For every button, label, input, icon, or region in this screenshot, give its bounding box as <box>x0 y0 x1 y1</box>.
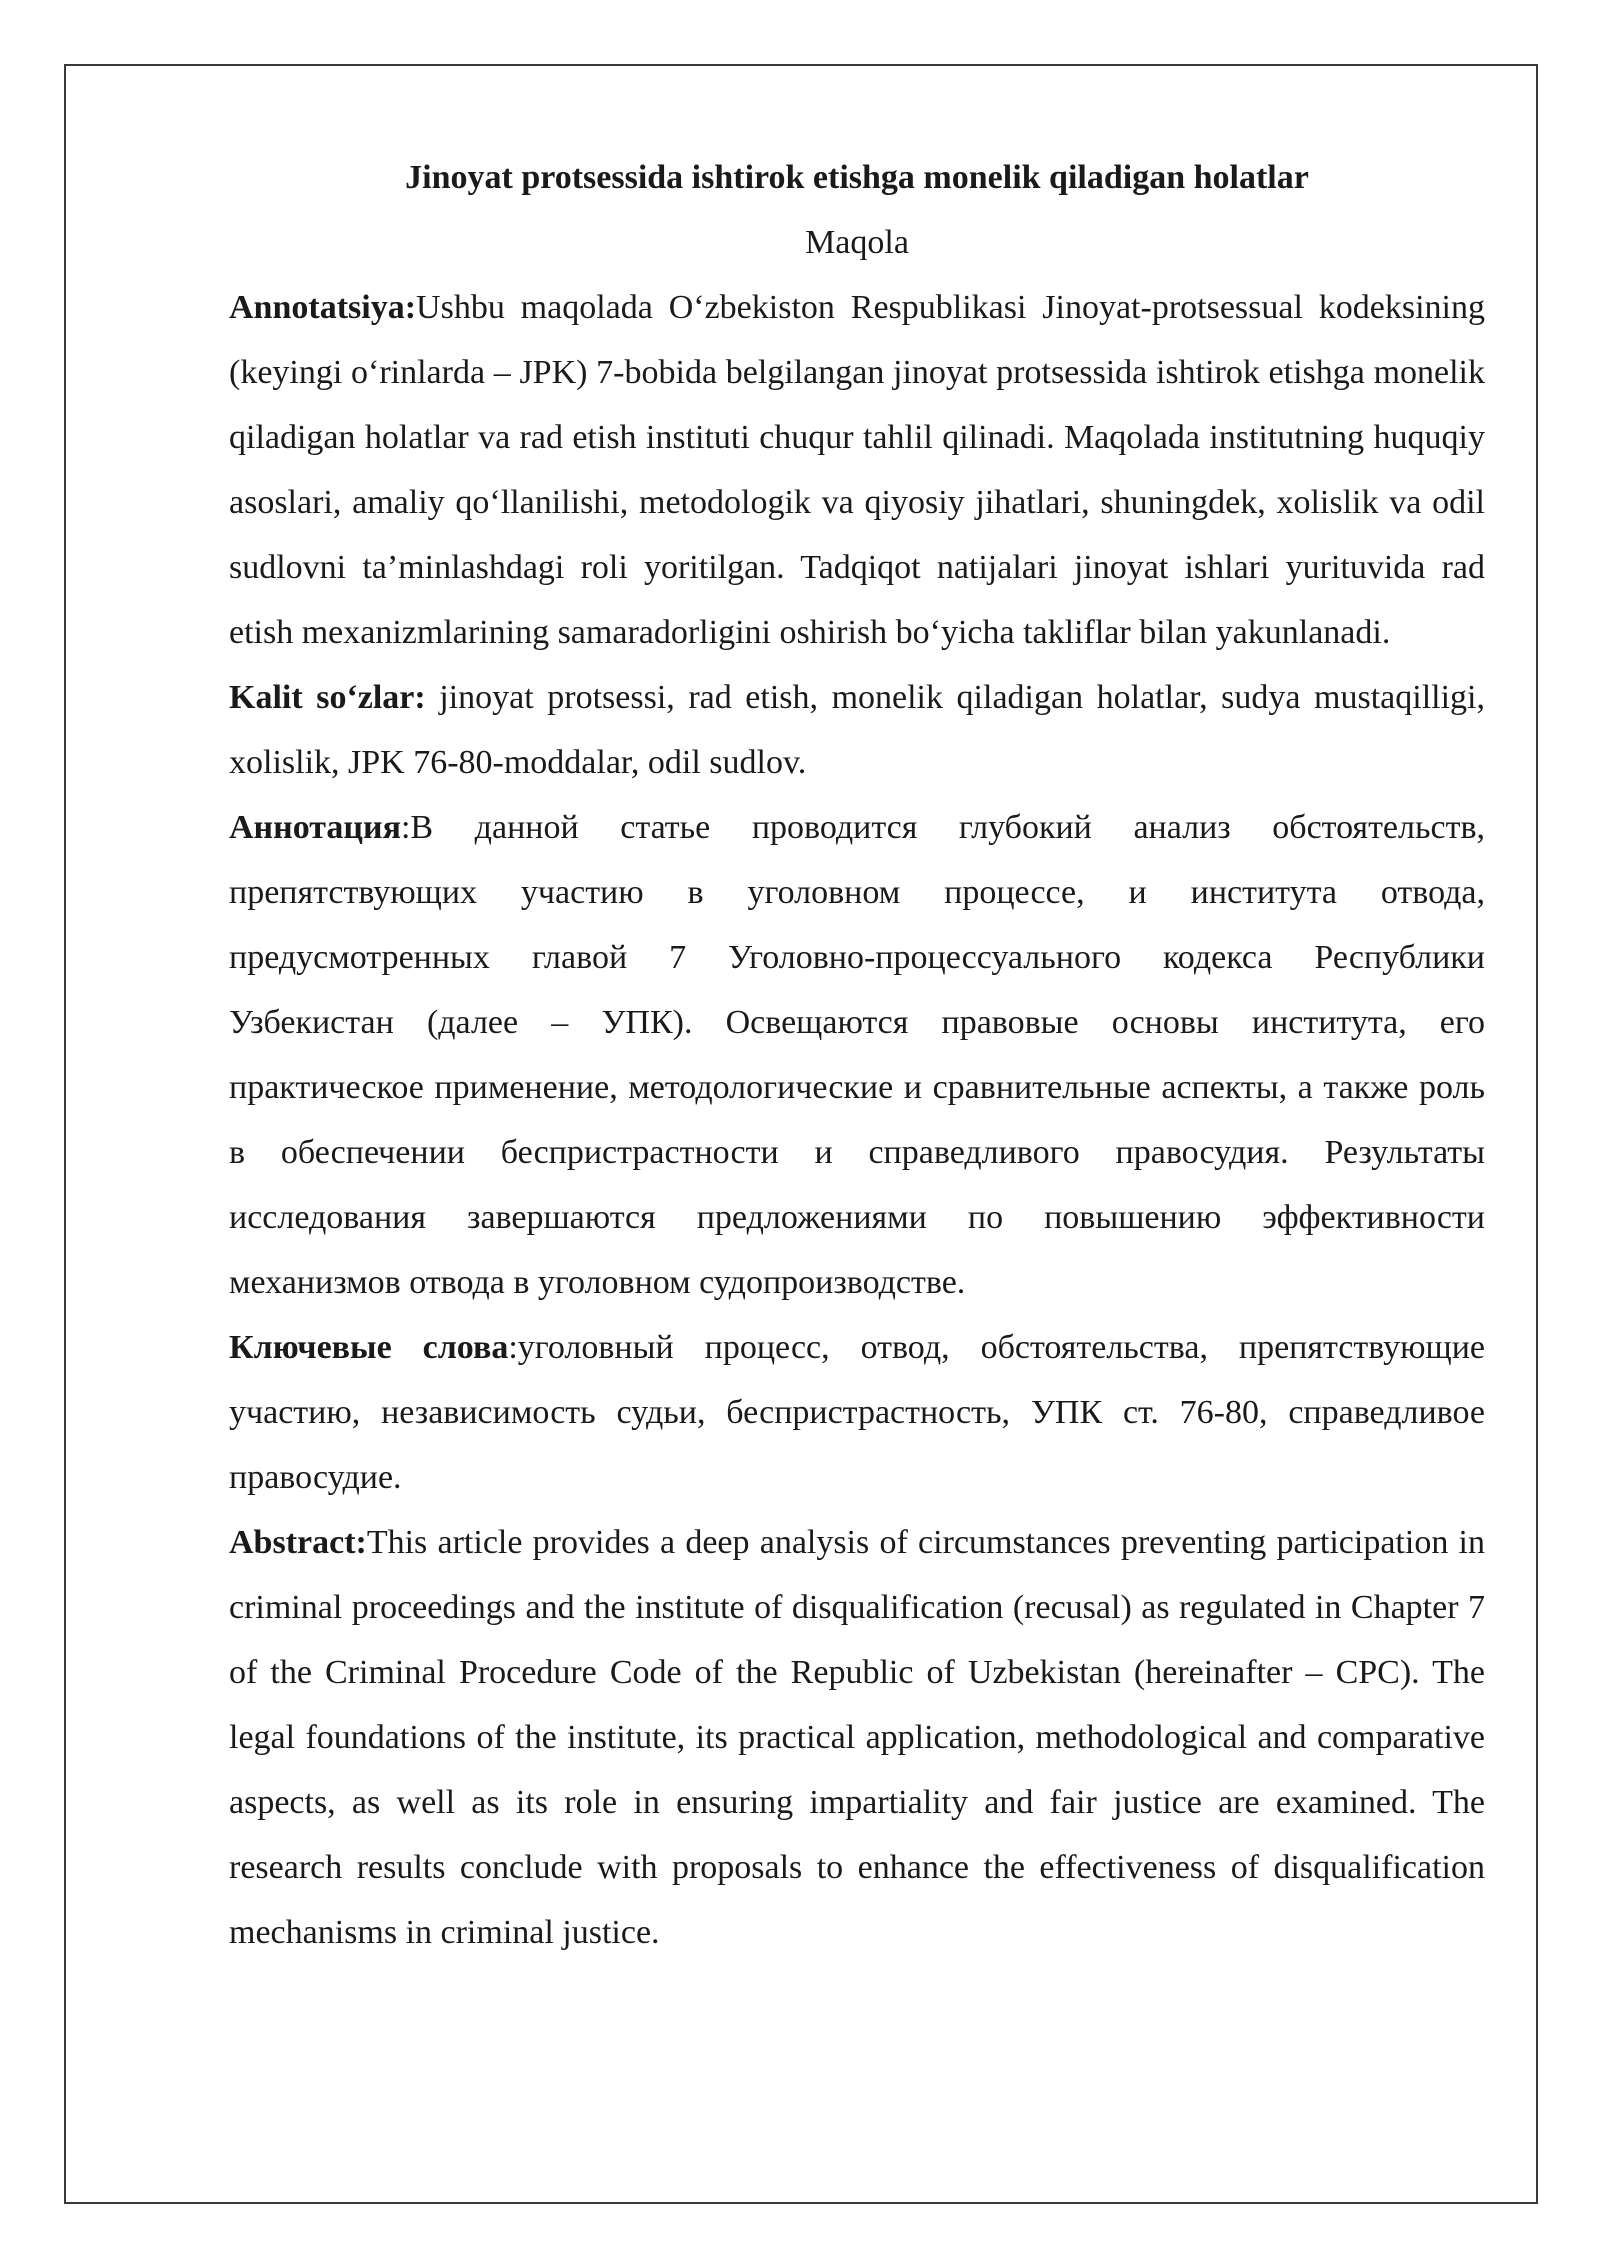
keywords-ru-text: :уголовный процесс, отвод, обстоятельства, препятствующие участию, независимость судьи, беспристрастность, УПК ст. 76-80, справедливое правосудие. <box>229 1329 1485 1496</box>
annotation-uz <box>229 275 1485 665</box>
document-content <box>229 145 1485 1965</box>
keywords-ru <box>229 1315 1485 1510</box>
annotation-ru <box>229 795 1485 1315</box>
annotation-uz-label: Annotatsiya: <box>229 289 417 326</box>
abstract-en <box>229 1510 1485 1965</box>
keywords-uz <box>229 665 1485 795</box>
abstract-en-label: Abstract: <box>229 1524 367 1561</box>
document-title: Jinoyat protsessida ishtirok etishga monelik qiladigan holatlar <box>405 159 1309 196</box>
keywords-ru-label: Ключевые слова <box>229 1329 509 1366</box>
annotation-ru-label: Аннотация <box>229 809 401 846</box>
document-subtitle: Maqola <box>805 224 909 261</box>
keywords-uz-label: Kalit so‘zlar: <box>229 679 426 716</box>
abstract-en-text: This article provides a deep analysis of circumstances preventing participation in criminal proceedings and the institute of disqualification (recusal) as regulated in Chapter 7 of the Criminal Procedure Code of the Republic of Uzbekistan (hereinafter – CPC). The legal foundations of the institute, its practical application, methodological and comparative aspects, as well as its role in ensuring impartiality and fair justice are examined. The research results conclude with proposals to enhance the effectiveness of disqualification mechanisms in criminal justice. <box>229 1524 1485 1951</box>
keywords-uz-text: jinoyat protsessi, rad etish, monelik qiladigan holatlar, sudya mustaqilligi, xolislik, JPK 76-80-moddalar, odil sudlov. <box>229 679 1485 781</box>
annotation-uz-text: Ushbu maqolada O‘zbekiston Respublikasi Jinoyat-protsessual kodeksining (keyingi o‘rinlarda – JPK) 7-bobida belgilangan jinoyat protsessida ishtirok etishga monelik qiladigan holatlar va rad etish instituti chuqur tahlil qilinadi. Maqolada institutning huquqiy asoslari, amaliy qo‘llanilishi, metodologik va qiyosiy jihatlari, shuningdek, xolislik va odil sudlovni ta’minlashdagi roli yoritilgan. Tadqiqot natijalari jinoyat ishlari yurituvida rad etish mexanizmlarining samaradorligini oshirish bo‘yicha takliflar bilan yakunlanadi. <box>229 289 1485 651</box>
annotation-ru-text: :В данной статье проводится глубокий анализ обстоятельств, препятствующих участию в уголовном процессе, и института отвода, предусмотренных главой 7 Уголовно-процессуального кодекса Республики Узбекистан (далее – УПК). Освещаются правовые основы института, его практическое применение, методологические и сравнительные аспекты, а также роль в обеспечении беспристрастности и справедливого правосудия. Результаты исследования завершаются предложениями по повышению эффективности механизмов отвода в уголовном судопроизводстве. <box>229 809 1485 1301</box>
